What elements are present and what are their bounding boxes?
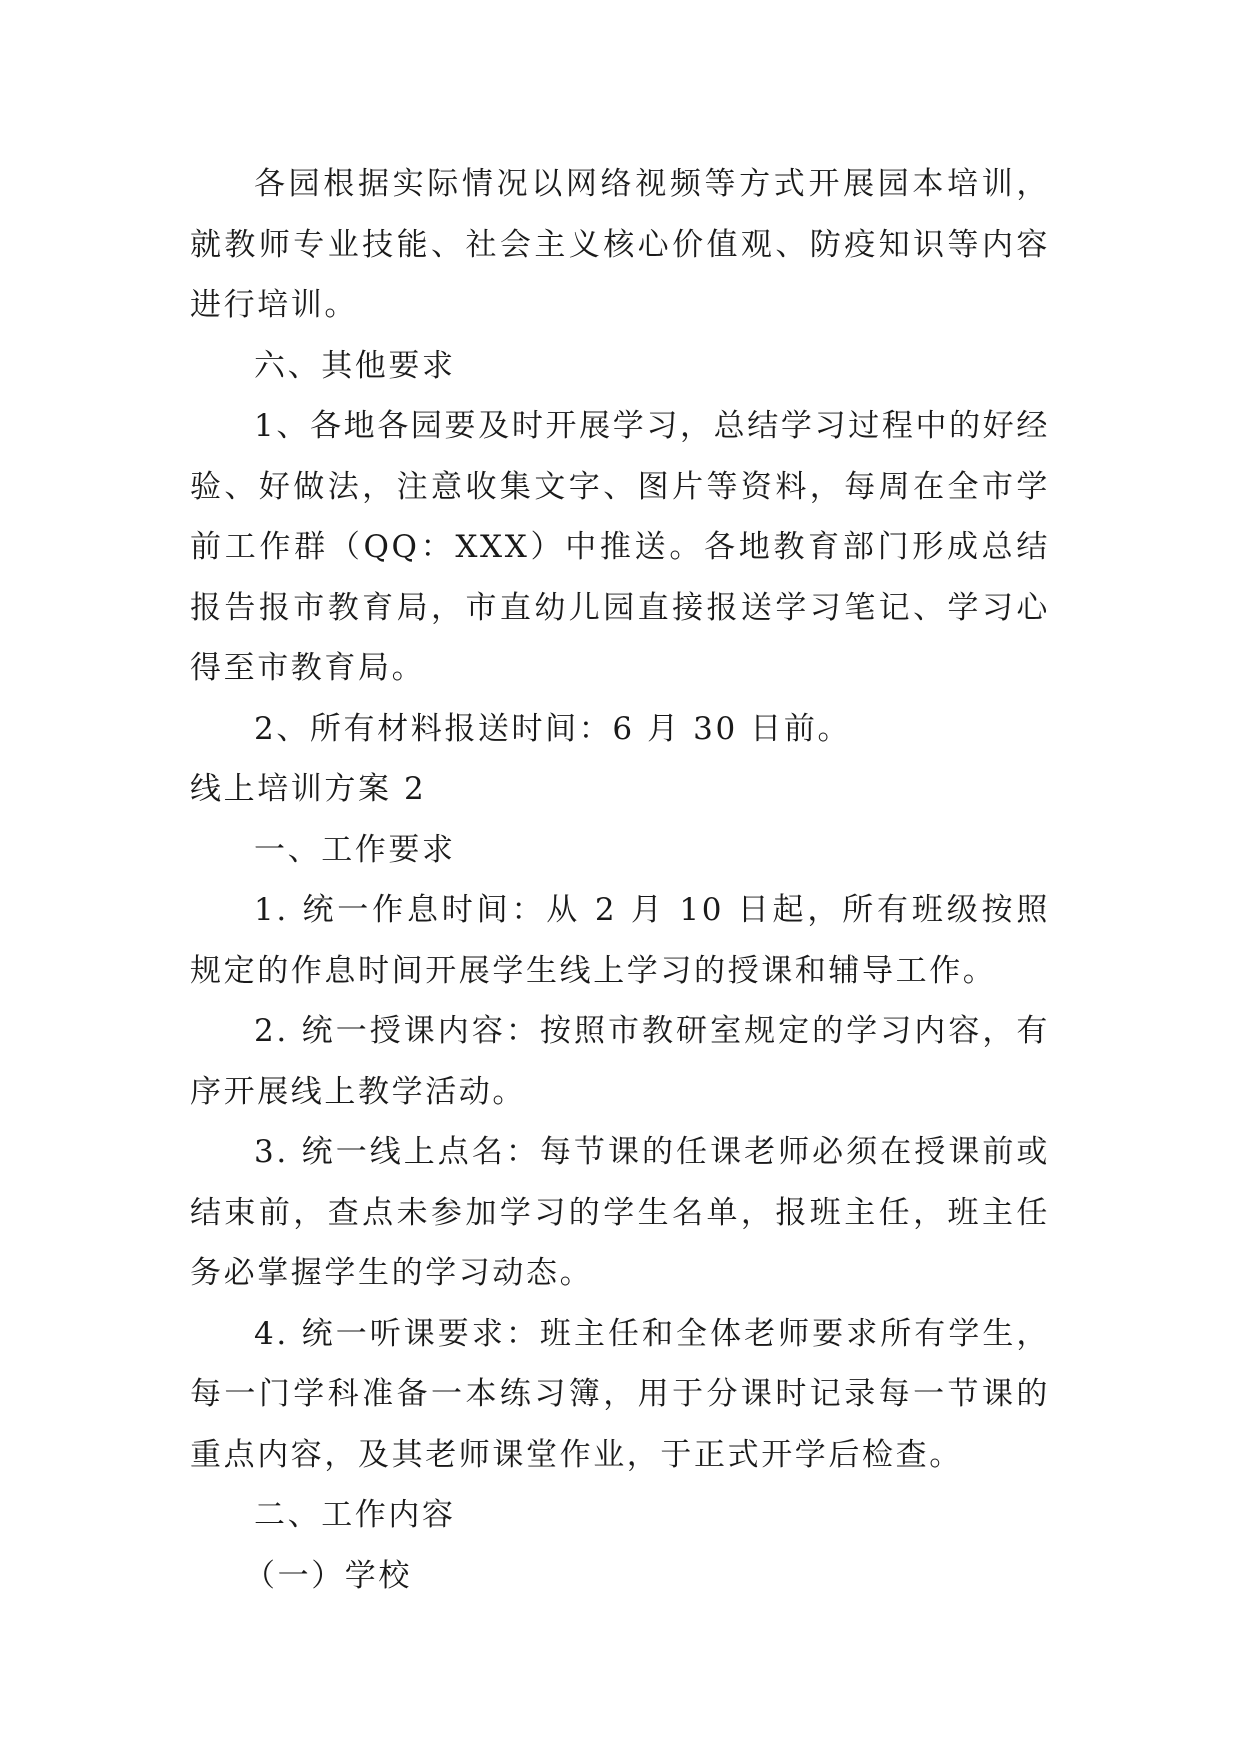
paragraph-requirement-1: 1、各地各园要及时开展学习，总结学习过程中的好经验、好做法，注意收集文字、图片等资料，每周在全市学前工作群（QQ：XXX）中推送。各地教育部门形成总结报告报市教育局，市直幼儿园直接报送学习笔记、学习心得至市教育局。 [190,408,1050,686]
subheading-school: （一）学校 [244,1557,412,1594]
paragraph-requirement-2: 2、所有材料报送时间：6 月 30 日前。 [254,710,852,747]
paragraph-content: 2. 统一授课内容：按照市教研室规定的学习内容，有序开展线上教学活动。 [190,1013,1050,1110]
document-page [190,154,1050,1606]
heading-work-requirements: 一、工作要求 [254,831,456,868]
section-title-plan-2: 线上培训方案 2 [190,771,427,807]
heading-other-requirements: 六、其他要求 [254,347,456,384]
paragraph-schedule: 1. 统一作息时间：从 2 月 10 日起，所有班级按照规定的作息时间开展学生线上学习的授课和辅导工作。 [190,892,1050,989]
heading-work-content: 二、工作内容 [254,1497,456,1533]
paragraph-listening: 4. 统一听课要求：班主任和全体老师要求所有学生，每一门学科准备一本练习簿，用于分课时记录每一节课的重点内容，及其老师课堂作业，于正式开学后检查。 [190,1315,1050,1473]
paragraph-rollcall: 3. 统一线上点名：每节课的任课老师必须在授课前或结束前，查点未参加学习的学生名单，报班主任，班主任务必掌握学生的学习动态。 [190,1134,1050,1291]
paragraph-training: 各园根据实际情况以网络视频等方式开展园本培训，就教师专业技能、社会主义核心价值观、防疫知识等内容进行培训。 [190,166,1050,323]
